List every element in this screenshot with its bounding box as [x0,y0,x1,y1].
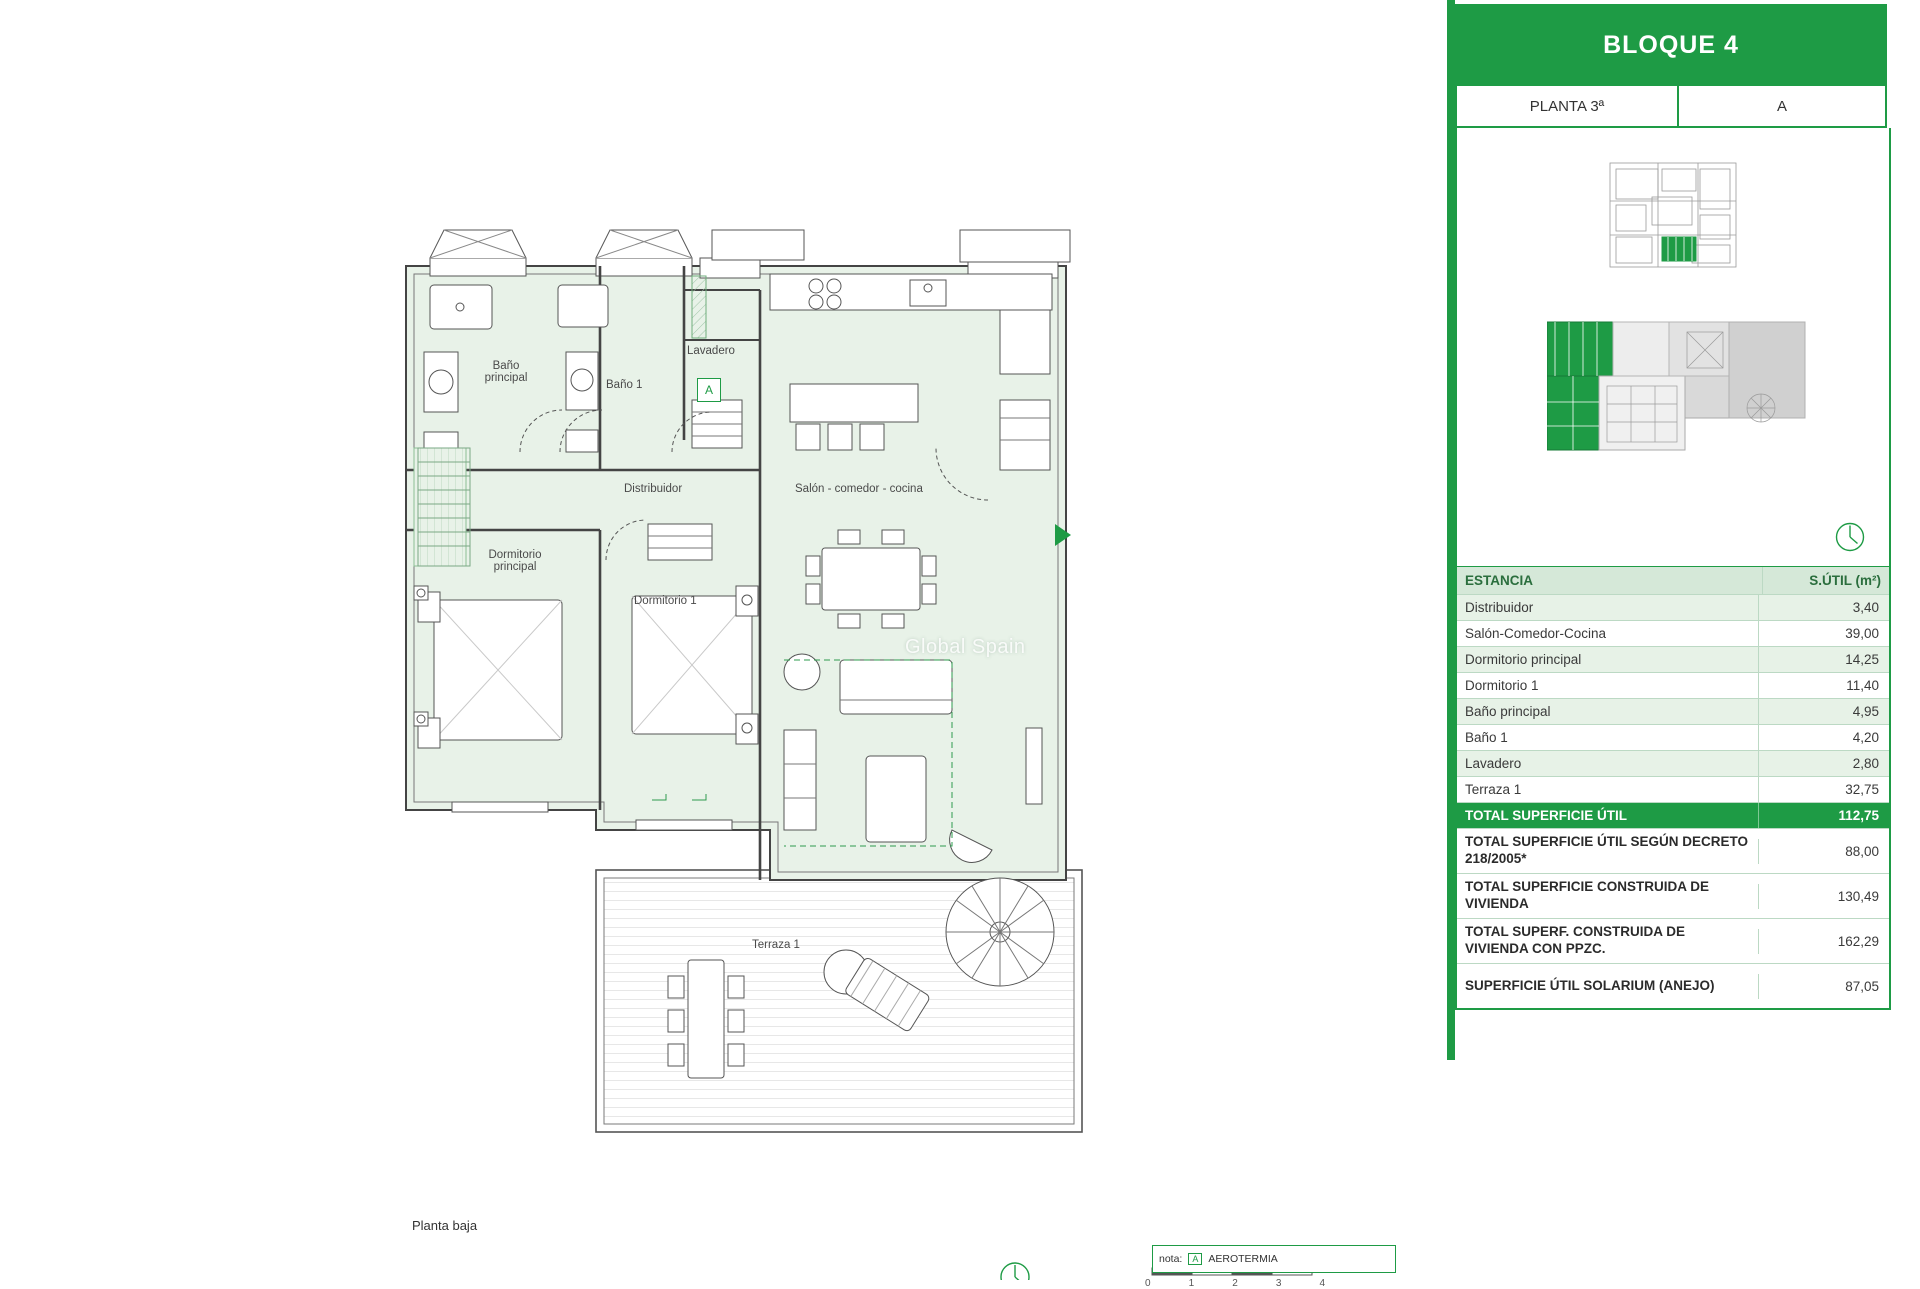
room-label-terraza-1: Terraza 1 [752,939,800,951]
table-row [1457,595,1889,621]
room-name: Distribuidor [1465,600,1534,615]
room-label-salon-comedor-cocina: Salón - comedor - cocina [795,483,923,495]
room-label-dormitorio-1: Dormitorio 1 [634,595,697,607]
room-label-distribuidor: Distribuidor [624,483,683,495]
header-estancia: ESTANCIA [1465,573,1534,588]
room-label-bano-1: Baño 1 [606,379,643,391]
legend-text: AEROTERMIA [1208,1253,1278,1265]
entrance-door-marker [1055,524,1071,546]
room-area: 4,20 [1758,725,1889,750]
room-name: Dormitorio 1 [1465,678,1539,693]
table-total-row [1457,829,1889,874]
table-row [1457,699,1889,725]
total-label: TOTAL SUPERF. CONSTRUIDA DE VIVIENDA CON PPZC. [1465,924,1686,956]
room-area: 3,40 [1758,595,1889,620]
room-label-dormitorio-principal: Dormitorio principal [488,549,542,573]
room-name: Lavadero [1465,756,1522,771]
legend-nota-label: nota: [1159,1253,1183,1265]
key-plan-diagram [1606,157,1741,277]
site-plan-diagram [1547,316,1807,456]
total-value: 112,75 [1758,803,1889,828]
scale-tick: 1 [1188,1278,1195,1289]
table-header-row [1457,567,1889,595]
plan-caption: Planta baja [412,1218,478,1233]
room-area: 32,75 [1758,777,1889,802]
scale-tick: 4 [1319,1278,1325,1289]
table-row [1457,725,1889,751]
room-label-lavadero: Lavadero [687,345,735,357]
room-name: Salón-Comedor-Cocina [1465,626,1607,641]
table-row [1457,621,1889,647]
table-total-row [1457,964,1889,1008]
room-area: 14,25 [1758,647,1889,672]
room-name: Dormitorio principal [1465,652,1582,667]
site-plan-box [1455,306,1891,566]
room-area: 2,80 [1758,751,1889,776]
block-title: BLOQUE 4 [1455,4,1887,86]
header-sutil: S.ÚTIL (m²) [1762,567,1889,594]
unit-letter: A [1678,86,1887,128]
total-value: 130,49 [1758,884,1889,909]
table-row [1457,777,1889,803]
planta-row [1455,86,1887,128]
scale-tick: 3 [1275,1278,1282,1289]
total-label: TOTAL SUPERFICIE CONSTRUIDA DE VIVIENDA [1465,879,1710,911]
total-value: 88,00 [1758,839,1889,864]
legend-tag: A [1188,1253,1202,1265]
total-value: 87,05 [1758,974,1889,999]
room-name: Terraza 1 [1465,782,1522,797]
areas-table [1455,566,1891,1010]
panel-accent-bar [1447,0,1455,1060]
room-name: Baño 1 [1465,730,1508,745]
table-row [1457,647,1889,673]
north-arrow-icon [1835,522,1865,552]
table-row [1457,673,1889,699]
watermark: Global Spain [905,636,1026,658]
room-name: Baño principal [1465,704,1551,719]
table-total-row [1457,874,1889,919]
room-area: 11,40 [1758,673,1889,698]
legend-aerotermia [1152,1245,1396,1273]
table-total-row [1457,919,1889,964]
room-area: 39,00 [1758,621,1889,646]
key-plan-box [1455,128,1891,308]
table-row [1457,751,1889,777]
total-label: TOTAL SUPERFICIE ÚTIL [1465,808,1628,823]
total-label: SUPERFICIE ÚTIL SOLARIUM (ANEJO) [1465,977,1715,993]
total-label: TOTAL SUPERFICIE ÚTIL SEGÚN DECRETO 218/2005* [1465,834,1749,866]
total-value: 162,29 [1758,929,1889,954]
planta-label: PLANTA 3ª [1455,86,1678,128]
north-arrow-icon-plan [1001,1263,1029,1280]
room-area: 4,95 [1758,699,1889,724]
table-total-row [1457,803,1889,829]
scale-tick: 0 [1145,1278,1151,1289]
room-label-bano-principal: Baño principal [484,360,528,384]
aerotermia-tag: A [697,378,721,402]
scale-tick: 2 [1232,1278,1238,1289]
